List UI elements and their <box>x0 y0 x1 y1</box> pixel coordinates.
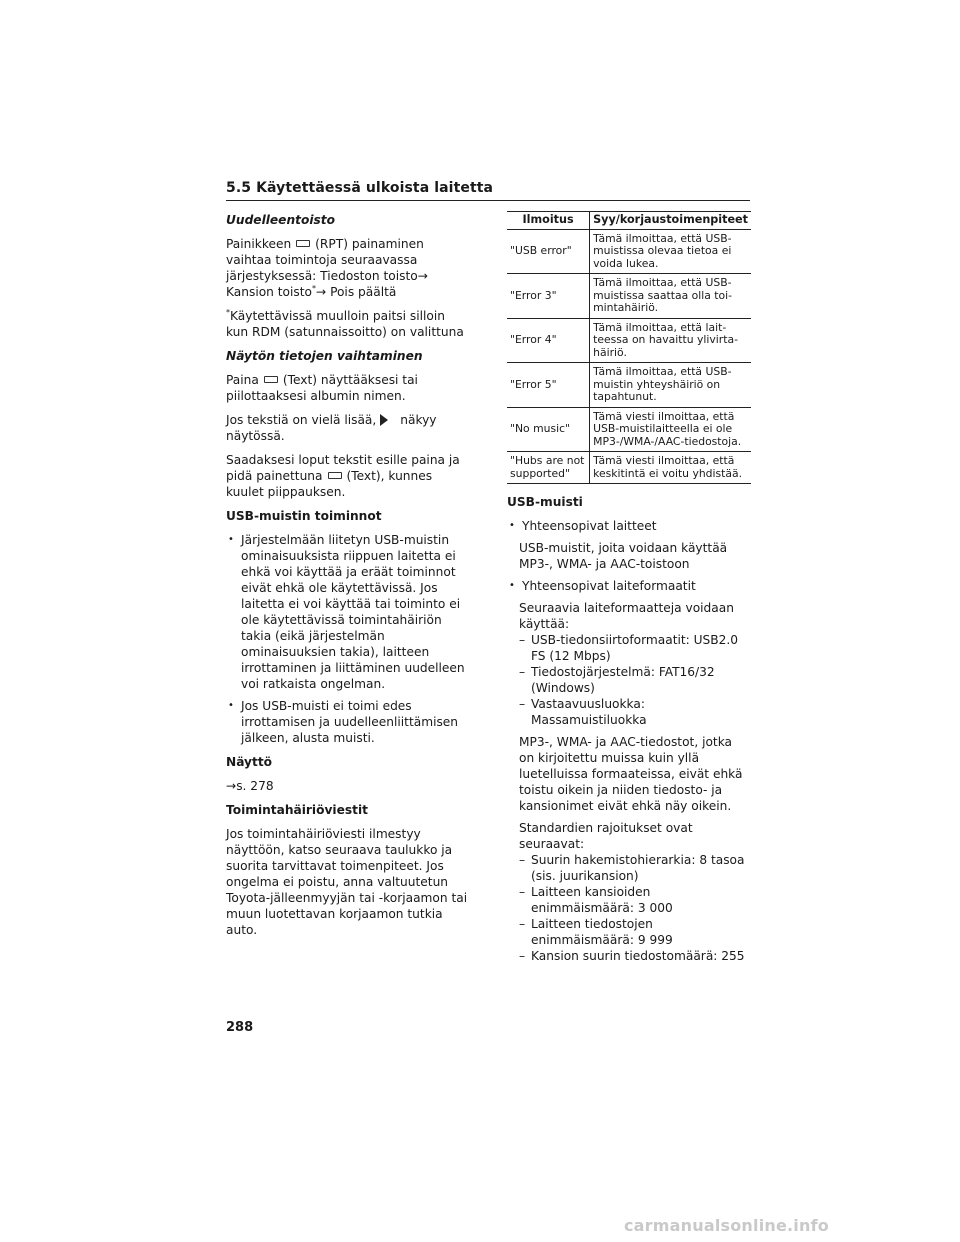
message-cell: "Error 5" <box>507 363 590 408</box>
arrow-icon: → <box>315 285 327 299</box>
table-header-row <box>507 212 751 230</box>
page-number: 288 <box>226 1020 254 1035</box>
message-cell: "Error 3" <box>507 274 590 319</box>
rest-text-b: (Text), kunnes kuulet piippauksen. <box>226 469 433 499</box>
text-button-icon <box>328 472 342 479</box>
repeat-text-d: Pois päältä <box>330 285 397 299</box>
limits-intro: Standardien rajoitukset ovat seuraavat: <box>519 821 693 851</box>
message-cell: "Hubs are not supported" <box>507 452 590 484</box>
description-cell: Tämä ilmoittaa, että USB-muistin yhteyshäiriö on tapahtunut. <box>590 363 751 408</box>
description-cell: Tämä viesti ilmoittaa, että USB-muistilaitteella ei ole MP3-/WMA-/AAC-tiedostoja. <box>590 407 751 452</box>
left-column <box>226 208 470 946</box>
list-item: – Vastaavuusluokka: Massamuistiluokka <box>519 696 751 728</box>
heading-screen: Näyttö <box>226 755 273 769</box>
format-dash-list <box>519 632 751 728</box>
paragraph-more-text <box>226 412 470 444</box>
compatibility-note: MP3-, WMA- ja AAC-tiedostot, jotka on kirjoitettu muissa kuin yllä luetelluissa formaateissa, eivät ehkä toistu oikein ja niiden tiedosto- ja kansionimet eivät ehkä näy oikein. <box>519 735 743 813</box>
list-item: – Laitteen kansioiden enimmäismäärä: 3 000 <box>519 884 751 916</box>
list-item: – Kansion suurin tiedostomäärä: 255 <box>519 948 751 964</box>
paragraph-display <box>226 372 470 404</box>
table-row <box>507 363 751 408</box>
paragraph-errors: Jos toimintahäiriöviesti ilmestyy näyttöön, katso seuraava taulukko ja suorita tarvittavat toimenpiteet. Jos ongelma ei poistu, anna valtuutetun Toyota-jälleenmyyjän tai -korjaamon tai muun luotettavan korjaamon tutkia auto. <box>226 827 468 937</box>
more-text-a: Jos tekstiä on vielä lisää, <box>226 413 377 427</box>
footnote-text: Käytettävissä muulloin paitsi silloin kun RDM (satunnaissoitto) on valittuna <box>226 309 464 339</box>
heading-usb-functions: USB-muistin toiminnot <box>226 509 382 523</box>
more-text-b: näkyy näytössä. <box>226 413 437 443</box>
list-item: • Yhteensopivat laiteformaatit <box>507 578 751 594</box>
list-item: • Yhteensopivat laitteet <box>507 518 751 534</box>
heading-error-messages: Toimintahäiriöviestit <box>226 803 368 817</box>
list-item: • Jos USB-muisti ei toimi edes irrottamisen ja uudelleenliittämisen jälkeen, alusta muisti. <box>226 698 470 746</box>
table-row <box>507 274 751 319</box>
table-row <box>507 318 751 363</box>
footnote-marker: * <box>311 283 316 293</box>
list-item: – USB-tiedonsiirtoformaatit: USB2.0 FS (12 Mbps) <box>519 632 751 664</box>
list-item: – Suurin hakemistohierarkia: 8 tasoa (sis. juurikansion) <box>519 852 751 884</box>
table-row <box>507 229 751 274</box>
play-triangle-icon <box>380 414 388 426</box>
footnote <box>226 308 470 340</box>
table-row <box>507 407 751 452</box>
message-cell: "No music" <box>507 407 590 452</box>
message-cell: "USB error" <box>507 229 590 274</box>
footnote-marker: * <box>226 307 230 317</box>
list-item: – Laitteen tiedostojen enimmäismäärä: 9 999 <box>519 916 751 948</box>
text-button-icon <box>264 376 278 383</box>
arrow-icon: → <box>417 269 428 283</box>
rest-text-a: Saadaksesi loput tekstit esille paina ja pidä painettuna <box>226 453 460 483</box>
formats-intro: Seuraavia laiteformaatteja voidaan käyttää: <box>519 601 734 631</box>
rpt-button-icon <box>296 240 310 247</box>
description-cell: Tämä ilmoittaa, että lait-teessa on havaittu ylivirta-häiriö. <box>590 318 751 363</box>
screen-page-reference: →s. 278 <box>226 779 274 793</box>
compatible-devices-text: USB-muistit, joita voidaan käyttää MP3-, WMA- ja AAC-toistoon <box>519 541 728 571</box>
usb-memory-list <box>507 518 751 534</box>
usb-format-list <box>507 578 751 594</box>
description-cell: Tämä ilmoittaa, että USB-muistissa saattaa olla toi-mintahäiriö. <box>590 274 751 319</box>
column-header: Syy/korjaustoimenpiteet <box>590 212 751 230</box>
description-cell: Tämä viesti ilmoittaa, että keskitintä ei voitu yhdistää. <box>590 452 751 484</box>
limits-dash-list <box>519 852 751 964</box>
repeat-text-a: Painikkeen <box>226 237 292 251</box>
repeat-text-b: (RPT) painaminen vaihtaa toimintoja seuraavassa järjestyksessä: Tiedoston toisto <box>226 237 424 283</box>
description-cell: Tämä ilmoittaa, että USB-muistissa olevaa tietoa ei voida lukea. <box>590 229 751 274</box>
column-header: Ilmoitus <box>507 212 590 230</box>
section-header: 5.5 Käytettäessä ulkoista laitetta <box>226 180 750 201</box>
table-row <box>507 452 751 484</box>
heading-usb-memory: USB-muisti <box>507 495 583 509</box>
paragraph-repeat <box>226 236 470 300</box>
repeat-text-c: Kansion toisto <box>226 285 312 299</box>
watermark: carmanualsonline.info <box>624 1216 829 1235</box>
right-column <box>507 211 751 970</box>
heading-display: Näytön tietojen vaihtaminen <box>226 349 423 363</box>
heading-repeat: Uudelleentoisto <box>226 213 335 227</box>
list-item: • Järjestelmään liitetyn USB-muistin ominaisuuksista riippuen laitetta ei ehkä voi käyttää ja eräät toiminnot eivät ehkä ole käytettävissä. Jos laitetta ei voi käyttää tai toiminto ei ole käytettävissä toimintahäiriön takia (eikä järjestelmän ominaisuuksien takia), laitteen irrottaminen ja liittäminen uudelleen voi ratkaista ongelman. <box>226 532 470 692</box>
display-text-a: Paina <box>226 373 259 387</box>
message-cell: "Error 4" <box>507 318 590 363</box>
paragraph-rest-text <box>226 452 470 500</box>
error-message-table <box>507 211 751 484</box>
list-item: – Tiedostojärjestelmä: FAT16/32 (Windows) <box>519 664 751 696</box>
display-text-b: (Text) näyttääksesi tai piilottaaksesi albumin nimen. <box>226 373 418 403</box>
usb-function-list <box>226 532 470 746</box>
